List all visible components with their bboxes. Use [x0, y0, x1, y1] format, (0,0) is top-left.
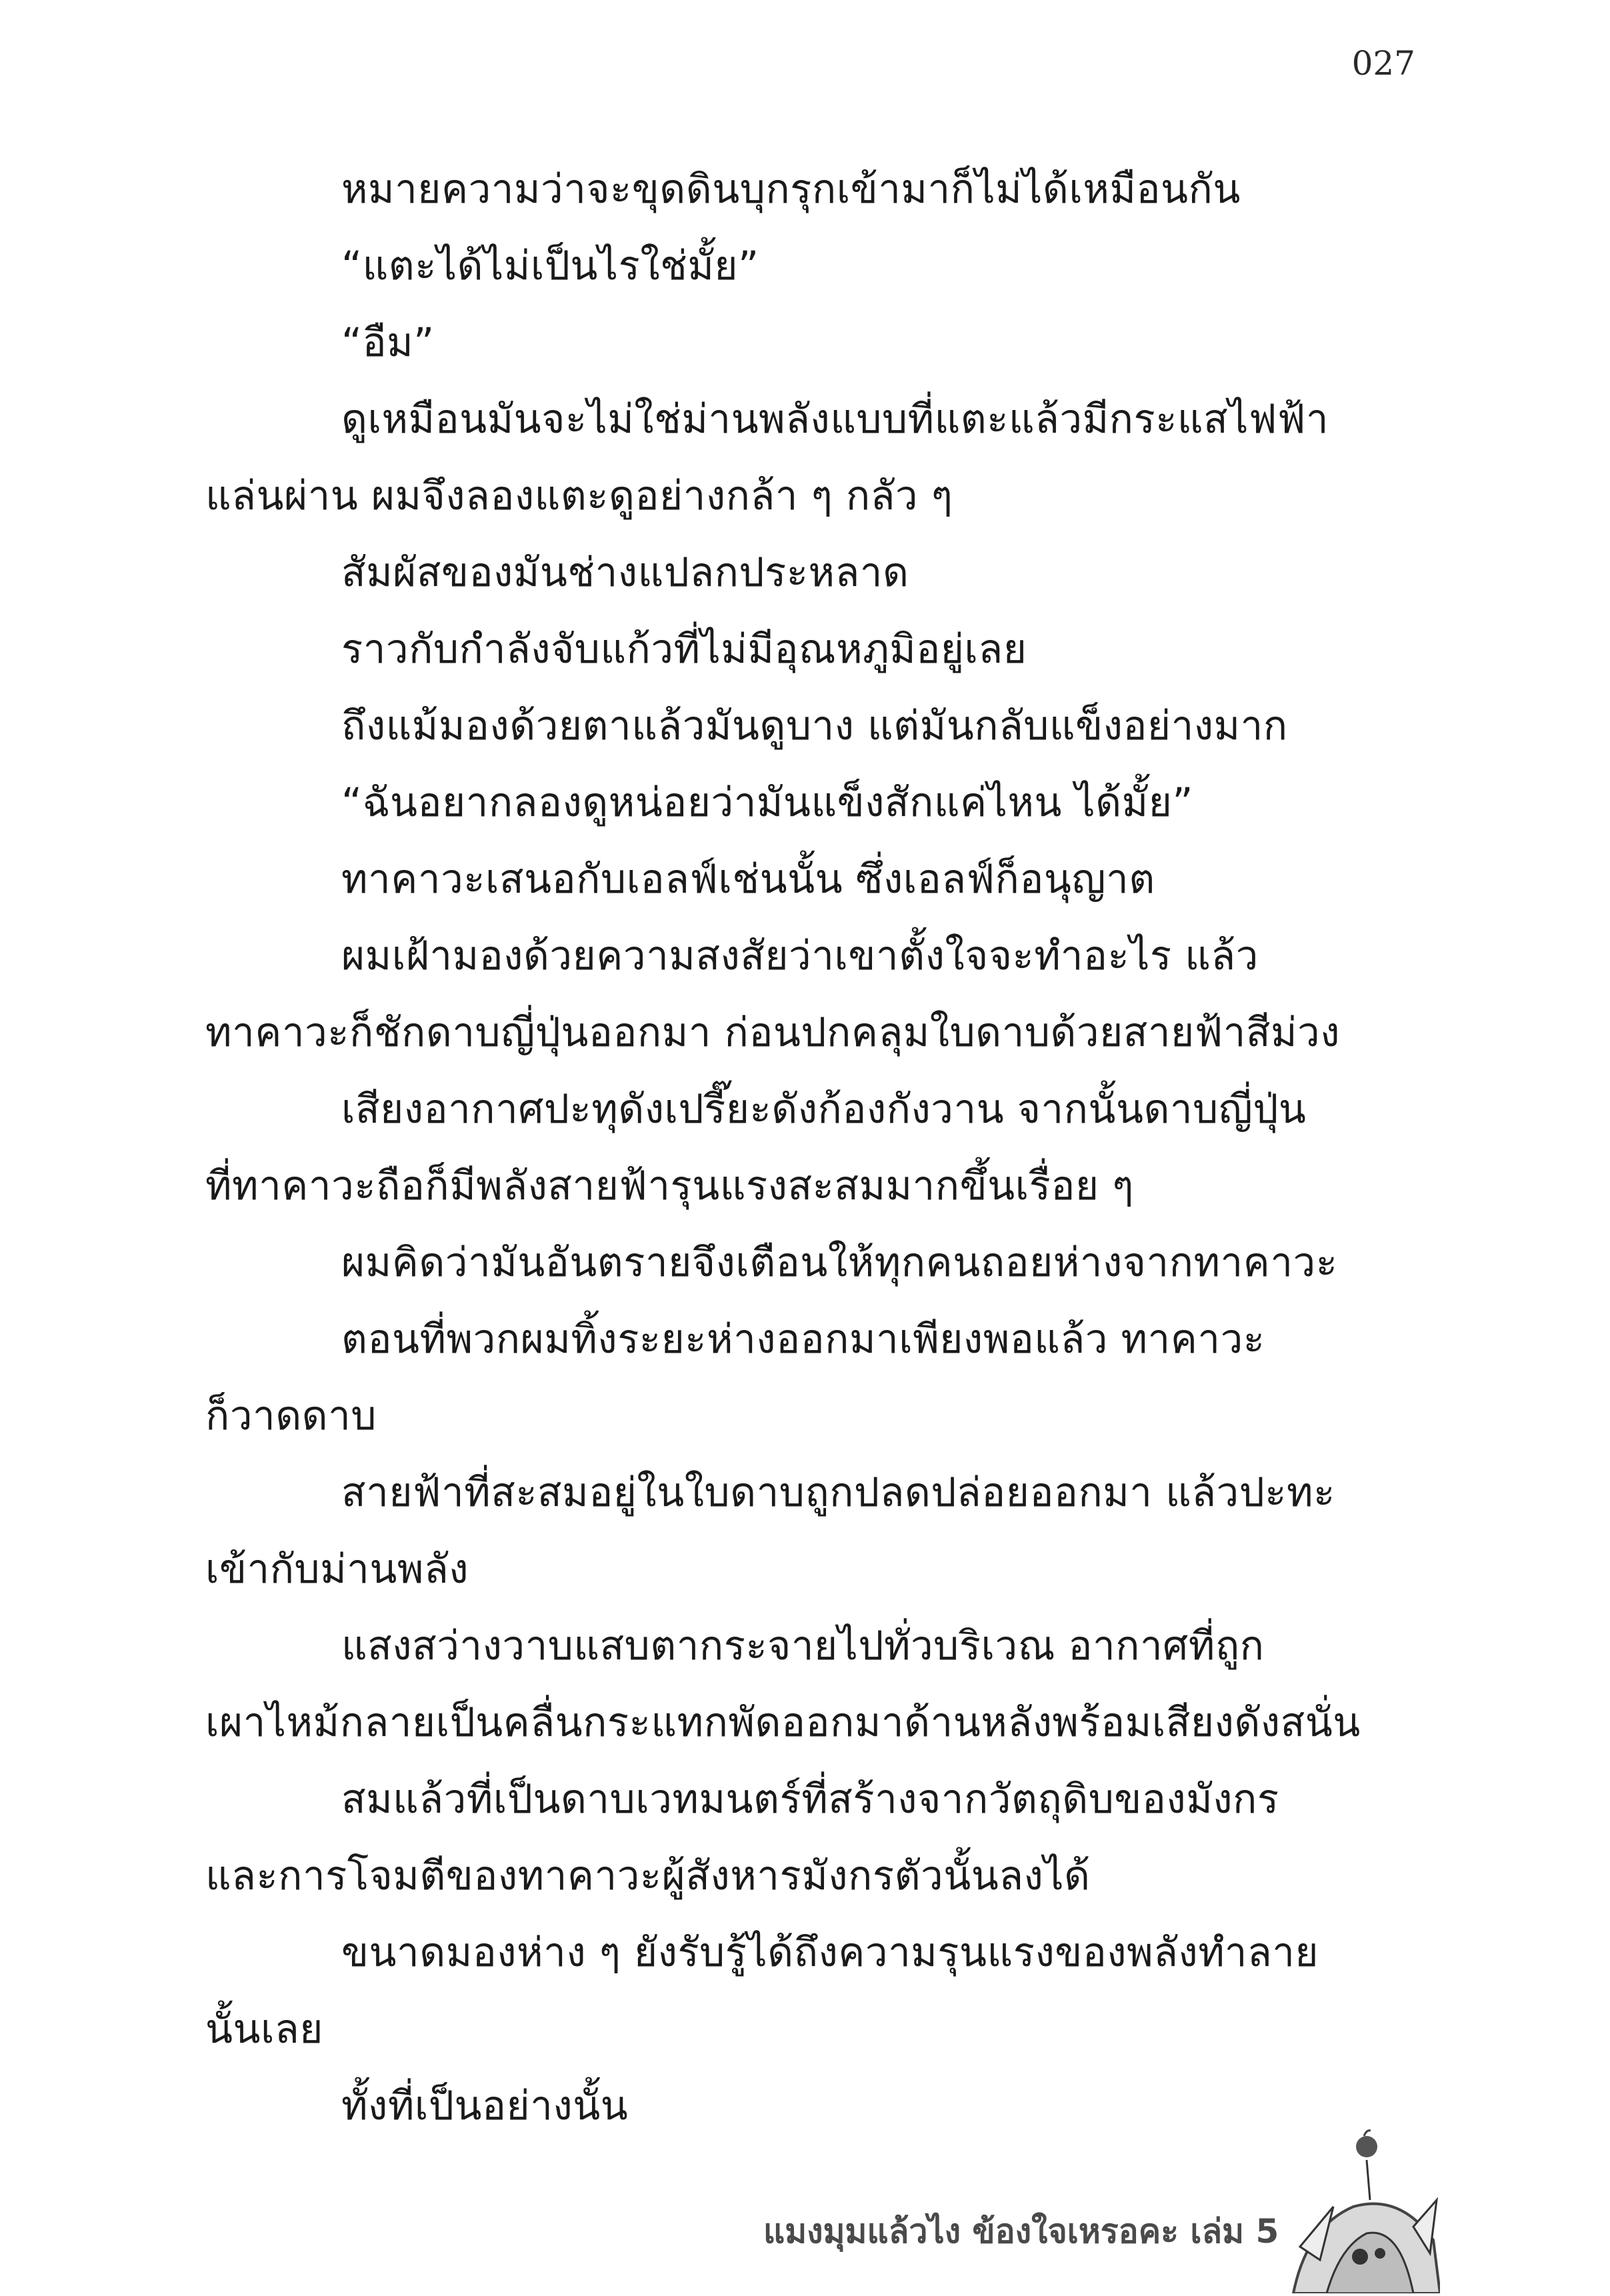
spider-mascot-icon — [1280, 2127, 1440, 2293]
footer-book-title: แมงมุมแล้วไง ข้องใจเหรอคะ เล่ม 5 — [763, 2212, 1279, 2251]
text-line: สายฟ้าที่สะสมอยู่ในใบดาบถูกปลดปล่อยออกมา แล้วปะทะ — [341, 1469, 1335, 1516]
text-line: “ฉันอยากลองดูหน่อยว่ามันแข็งสักแค่ไหน ได้มั้ย” — [341, 779, 1193, 826]
text-line: แล่นผ่าน ผมจึงลองแตะดูอย่างกล้า ๆ กลัว ๆ — [205, 473, 953, 519]
text-line: สมแล้วที่เป็นดาบเวทมนตร์ที่สร้างจากวัตถุดิบของมังกร — [341, 1776, 1279, 1823]
text-line: นั้นเลย — [205, 2006, 323, 2053]
text-line: ทาคาวะเสนอกับเอลฟ์เช่นนั้น ซึ่งเอลฟ์ก็อนุญาต — [341, 856, 1155, 903]
text-line: เผาไหม้กลายเป็นคลื่นกระแทกพัดออกมาด้านหลังพร้อมเสียงดังสนั่น — [205, 1699, 1361, 1746]
text-line: “อืม” — [341, 319, 435, 366]
text-line: ถึงแม้มองด้วยตาแล้วมันดูบาง แต่มันกลับแข็งอย่างมาก — [341, 703, 1288, 749]
page-number: 027 — [1351, 44, 1415, 83]
text-line: แสงสว่างวาบแสบตากระจายไปทั่วบริเวณ อากาศที่ถูก — [341, 1623, 1265, 1669]
text-line: ผมเฝ้ามองด้วยความสงสัยว่าเขาตั้งใจจะทำอะไร แล้ว — [341, 933, 1259, 979]
text-line: หมายความว่าจะขุดดินบุกรุกเข้ามาก็ไม่ได้เหมือนกัน — [341, 166, 1241, 213]
text-line: ดูเหมือนมันจะไม่ใช่ม่านพลังแบบที่แตะแล้วมีกระแสไฟฟ้า — [341, 396, 1329, 443]
text-line: เสียงอากาศปะทุดังเปรี๊ยะดังก้องกังวาน จากนั้นดาบญี่ปุ่น — [341, 1086, 1307, 1133]
text-line: สัมผัสของมันช่างแปลกประหลาด — [341, 549, 909, 596]
text-line: ขนาดมองห่าง ๆ ยังรับรู้ได้ถึงความรุนแรงของพลังทำลาย — [341, 1929, 1319, 1976]
text-line: ที่ทาคาวะถือก็มีพลังสายฟ้ารุนแรงสะสมมากขึ้นเรื่อย ๆ — [205, 1163, 1134, 1209]
text-line: ผมคิดว่ามันอันตรายจึงเตือนให้ทุกคนถอยห่างจากทาคาวะ — [341, 1239, 1338, 1286]
text-line: ตอนที่พวกผมทิ้งระยะห่างออกมาเพียงพอแล้ว ทาคาวะ — [341, 1316, 1265, 1363]
text-line: ก็วาดดาบ — [205, 1393, 377, 1439]
text-line: “แตะได้ไม่เป็นไรใช่มั้ย” — [341, 243, 759, 289]
text-line: ราวกับกำลังจับแก้วที่ไม่มีอุณหภูมิอยู่เลย — [341, 626, 1027, 673]
text-line: และการโจมตีของทาคาวะผู้สังหารมังกรตัวนั้นลงได้ — [205, 1853, 1091, 1899]
text-line: ทั้งที่เป็นอย่างนั้น — [341, 2083, 629, 2129]
text-line: เข้ากับม่านพลัง — [205, 1546, 469, 1593]
text-line: ทาคาวะก็ชักดาบญี่ปุ่นออกมา ก่อนปกคลุมใบดาบด้วยสายฟ้าสีม่วง — [205, 1009, 1341, 1056]
